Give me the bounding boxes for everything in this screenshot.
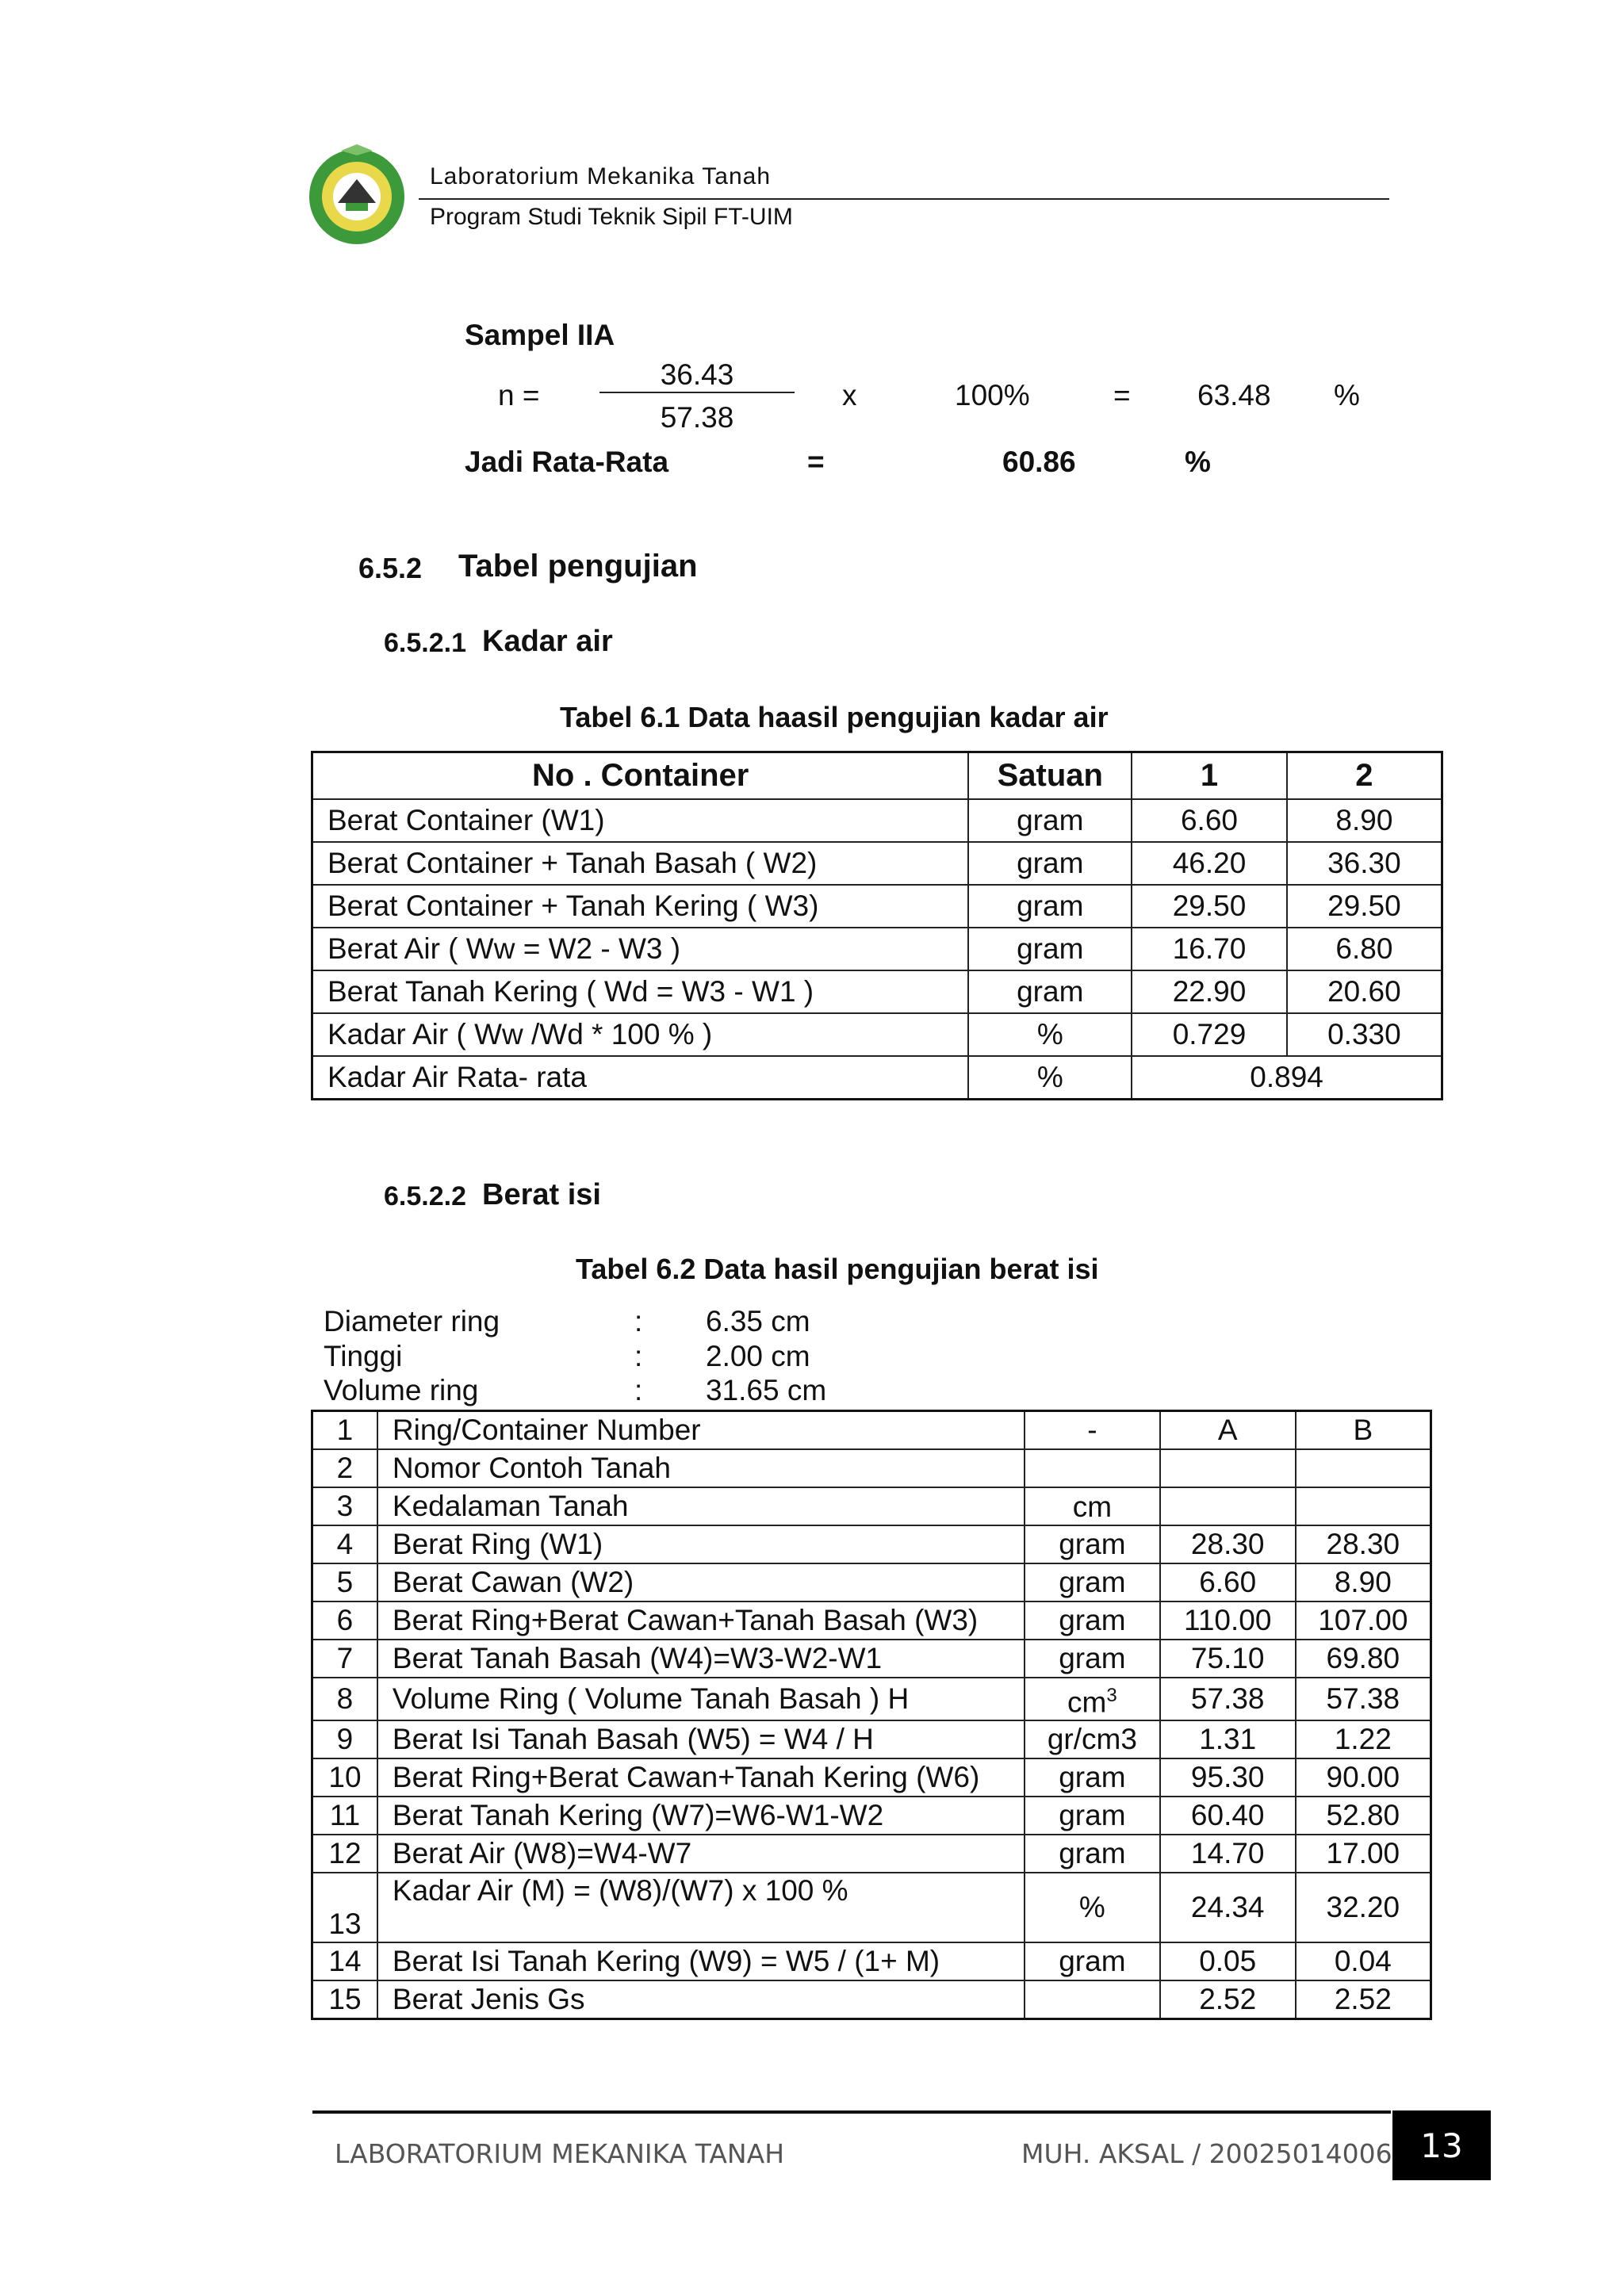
column-header: Satuan bbox=[968, 752, 1132, 800]
section-title-6522: Berat isi bbox=[482, 1178, 601, 1211]
row-unit: gram bbox=[968, 842, 1132, 885]
row-label: Nomor Contoh Tanah bbox=[377, 1449, 1025, 1487]
row-number: 5 bbox=[312, 1563, 377, 1601]
row-value-a: 24.34 bbox=[1160, 1873, 1296, 1942]
fraction-denominator: 57.38 bbox=[660, 401, 734, 434]
row-label: Volume Ring ( Volume Tanah Basah ) H bbox=[377, 1678, 1025, 1720]
row-number: 12 bbox=[312, 1835, 377, 1873]
table-row bbox=[312, 1487, 1431, 1525]
row-value-b: 8.90 bbox=[1296, 1563, 1431, 1601]
row-value-a: 60.40 bbox=[1160, 1797, 1296, 1835]
row-value-a bbox=[1160, 1449, 1296, 1487]
row-value-2: 20.60 bbox=[1287, 970, 1442, 1013]
row-value-b: 32.20 bbox=[1296, 1873, 1431, 1942]
row-value-a: 14.70 bbox=[1160, 1835, 1296, 1873]
row-value-b bbox=[1296, 1487, 1431, 1525]
section-number-6522: 6.5.2.2 bbox=[384, 1181, 466, 1211]
row-number: 3 bbox=[312, 1487, 377, 1525]
row-label: Kadar Air Rata- rata bbox=[312, 1056, 969, 1100]
row-unit: gram bbox=[968, 970, 1132, 1013]
unit-superscript: 3 bbox=[1106, 1685, 1117, 1706]
average-equals: = bbox=[807, 446, 825, 478]
row-value-b: 107.00 bbox=[1296, 1601, 1431, 1640]
row-label: Berat Air (W8)=W4-W7 bbox=[377, 1835, 1025, 1873]
row-unit: gram bbox=[1025, 1835, 1160, 1873]
row-unit bbox=[1025, 1980, 1160, 2019]
section-number-652: 6.5.2 bbox=[358, 552, 423, 584]
row-value-a: 1.31 bbox=[1160, 1720, 1296, 1758]
row-value-2: 29.50 bbox=[1287, 885, 1442, 928]
row-unit: % bbox=[1025, 1873, 1160, 1942]
info-label-height: Tinggi bbox=[324, 1340, 403, 1372]
row-unit: gram bbox=[1025, 1640, 1160, 1678]
row-unit: gram bbox=[968, 885, 1132, 928]
row-number: 1 bbox=[312, 1411, 377, 1450]
table-row bbox=[312, 1980, 1431, 2019]
row-value-b: 2.52 bbox=[1296, 1980, 1431, 2019]
info-label-volume: Volume ring bbox=[324, 1374, 479, 1406]
result-value: 63.48 bbox=[1197, 379, 1271, 411]
fraction-line bbox=[599, 392, 795, 393]
row-unit: gram bbox=[1025, 1525, 1160, 1563]
table-header-row bbox=[312, 752, 1442, 800]
row-value-2: 6.80 bbox=[1287, 928, 1442, 970]
row-value-2: 8.90 bbox=[1287, 799, 1442, 842]
footer-divider bbox=[312, 2110, 1391, 2114]
equals-sign: = bbox=[1113, 379, 1131, 411]
row-value-b: 28.30 bbox=[1296, 1525, 1431, 1563]
row-value-1: 0.729 bbox=[1132, 1013, 1287, 1056]
row-value-b: 90.00 bbox=[1296, 1758, 1431, 1797]
column-header: No . Container bbox=[312, 752, 969, 800]
info-sep: : bbox=[634, 1305, 643, 1337]
row-label: Berat Jenis Gs bbox=[377, 1980, 1025, 2019]
table-row bbox=[312, 970, 1442, 1013]
row-label: Kadar Air (M) = (W8)/(W7) x 100 % bbox=[377, 1873, 1025, 1942]
row-number: 15 bbox=[312, 1980, 377, 2019]
row-unit: gram bbox=[1025, 1601, 1160, 1640]
row-value-1: 29.50 bbox=[1132, 885, 1287, 928]
footer-lab-name: LABORATORIUM MEKANIKA TANAH bbox=[335, 2138, 785, 2169]
bulk-density-table bbox=[311, 1410, 1432, 2020]
column-header: 2 bbox=[1287, 752, 1442, 800]
fraction-numerator: 36.43 bbox=[660, 358, 734, 391]
footer-author: MUH. AKSAL / 20025014006 bbox=[1021, 2138, 1392, 2169]
row-value-1: 46.20 bbox=[1132, 842, 1287, 885]
row-unit: gram bbox=[1025, 1797, 1160, 1835]
table-row bbox=[312, 799, 1442, 842]
table-row bbox=[312, 928, 1442, 970]
row-value-b: 57.38 bbox=[1296, 1678, 1431, 1720]
row-value-1: 16.70 bbox=[1132, 928, 1287, 970]
row-value-b bbox=[1296, 1449, 1431, 1487]
table1-caption: Tabel 6.1 Data haasil pengujian kadar air bbox=[560, 701, 1109, 733]
n-label: n = bbox=[498, 379, 540, 411]
info-value-diameter: 6.35 cm bbox=[706, 1305, 810, 1337]
row-number: 13 bbox=[312, 1873, 377, 1942]
row-unit bbox=[1025, 1449, 1160, 1487]
row-number: 10 bbox=[312, 1758, 377, 1797]
unit-base: cm bbox=[1067, 1686, 1107, 1719]
row-label: Berat Tanah Basah (W4)=W3-W2-W1 bbox=[377, 1640, 1025, 1678]
water-content-table bbox=[311, 751, 1443, 1100]
percent-factor: 100% bbox=[955, 379, 1030, 411]
table-row-average bbox=[312, 1056, 1442, 1100]
table-row bbox=[312, 1013, 1442, 1056]
table-row bbox=[312, 1873, 1431, 1942]
row-value-b: 17.00 bbox=[1296, 1835, 1431, 1873]
average-label: Jadi Rata-Rata bbox=[465, 446, 669, 478]
row-label: Berat Container + Tanah Basah ( W2) bbox=[312, 842, 969, 885]
row-unit: gr/cm3 bbox=[1025, 1720, 1160, 1758]
row-label: Berat Container + Tanah Kering ( W3) bbox=[312, 885, 969, 928]
table2-caption: Tabel 6.2 Data hasil pengujian berat isi bbox=[576, 1253, 1099, 1285]
section-title-6521: Kadar air bbox=[482, 625, 613, 658]
section-title-652: Tabel pengujian bbox=[458, 549, 698, 584]
table-row bbox=[312, 1563, 1431, 1601]
row-unit: gram bbox=[968, 799, 1132, 842]
header-program: Program Studi Teknik Sipil FT-UIM bbox=[430, 204, 793, 230]
row-label: Berat Isi Tanah Kering (W9) = W5 / (1+ M) bbox=[377, 1942, 1025, 1980]
row-label: Berat Ring+Berat Cawan+Tanah Kering (W6) bbox=[377, 1758, 1025, 1797]
row-value-a bbox=[1160, 1487, 1296, 1525]
university-logo bbox=[306, 144, 408, 246]
row-value-2: 36.30 bbox=[1287, 842, 1442, 885]
row-value-b: 52.80 bbox=[1296, 1797, 1431, 1835]
row-value-a: 0.05 bbox=[1160, 1942, 1296, 1980]
average-unit: % bbox=[1185, 446, 1211, 478]
page-number: 13 bbox=[1392, 2110, 1491, 2180]
row-label: Berat Tanah Kering ( Wd = W3 - W1 ) bbox=[312, 970, 969, 1013]
row-label: Kedalaman Tanah bbox=[377, 1487, 1025, 1525]
row-number: 2 bbox=[312, 1449, 377, 1487]
column-header: 1 bbox=[1132, 752, 1287, 800]
row-value-a: 75.10 bbox=[1160, 1640, 1296, 1678]
row-number: 4 bbox=[312, 1525, 377, 1563]
row-average-value: 0.894 bbox=[1132, 1056, 1442, 1100]
table-row bbox=[312, 1525, 1431, 1563]
row-label: Berat Isi Tanah Basah (W5) = W4 / H bbox=[377, 1720, 1025, 1758]
row-value-a: 95.30 bbox=[1160, 1758, 1296, 1797]
row-label: Ring/Container Number bbox=[377, 1411, 1025, 1450]
row-unit: cm bbox=[1025, 1487, 1160, 1525]
row-value-a: 2.52 bbox=[1160, 1980, 1296, 2019]
row-label: Berat Container (W1) bbox=[312, 799, 969, 842]
row-label: Berat Tanah Kering (W7)=W6-W1-W2 bbox=[377, 1797, 1025, 1835]
table-row bbox=[312, 1797, 1431, 1835]
row-value-b: 69.80 bbox=[1296, 1640, 1431, 1678]
info-value-height: 2.00 cm bbox=[706, 1340, 810, 1372]
row-value-1: 6.60 bbox=[1132, 799, 1287, 842]
result-unit: % bbox=[1334, 379, 1360, 411]
section-number-6521: 6.5.2.1 bbox=[384, 628, 466, 658]
info-sep: : bbox=[634, 1340, 643, 1372]
header-lab-name: Laboratorium Mekanika Tanah bbox=[430, 163, 772, 189]
header-divider bbox=[419, 198, 1389, 200]
row-unit: gram bbox=[1025, 1563, 1160, 1601]
row-number: 8 bbox=[312, 1678, 377, 1720]
row-unit: gram bbox=[1025, 1942, 1160, 1980]
row-number: 9 bbox=[312, 1720, 377, 1758]
table-row bbox=[312, 1449, 1431, 1487]
row-number: 7 bbox=[312, 1640, 377, 1678]
table-row bbox=[312, 1720, 1431, 1758]
row-value-a: 6.60 bbox=[1160, 1563, 1296, 1601]
table-row bbox=[312, 842, 1442, 885]
row-label: Berat Cawan (W2) bbox=[377, 1563, 1025, 1601]
row-unit: - bbox=[1025, 1411, 1160, 1450]
table-row bbox=[312, 1411, 1431, 1450]
table-row bbox=[312, 1640, 1431, 1678]
table-row bbox=[312, 1601, 1431, 1640]
row-unit: gram bbox=[968, 928, 1132, 970]
table-row bbox=[312, 1758, 1431, 1797]
table-row bbox=[312, 1835, 1431, 1873]
row-unit: % bbox=[968, 1056, 1132, 1100]
info-value-volume: 31.65 cm bbox=[706, 1374, 827, 1406]
row-value-a: 57.38 bbox=[1160, 1678, 1296, 1720]
row-unit-cm3 bbox=[1025, 1678, 1160, 1720]
info-sep: : bbox=[634, 1374, 643, 1406]
table-row bbox=[312, 1678, 1431, 1720]
row-value-b: B bbox=[1296, 1411, 1431, 1450]
average-value: 60.86 bbox=[1002, 446, 1076, 478]
row-value-b: 0.04 bbox=[1296, 1942, 1431, 1980]
row-number: 11 bbox=[312, 1797, 377, 1835]
row-unit: % bbox=[968, 1013, 1132, 1056]
table-row bbox=[312, 885, 1442, 928]
sample-title: Sampel IIA bbox=[465, 319, 615, 351]
row-number: 14 bbox=[312, 1942, 377, 1980]
times-sign: x bbox=[842, 379, 857, 411]
row-value-2: 0.330 bbox=[1287, 1013, 1442, 1056]
row-value-a: 28.30 bbox=[1160, 1525, 1296, 1563]
row-label: Berat Ring (W1) bbox=[377, 1525, 1025, 1563]
row-value-b: 1.22 bbox=[1296, 1720, 1431, 1758]
row-label: Berat Ring+Berat Cawan+Tanah Basah (W3) bbox=[377, 1601, 1025, 1640]
row-unit: gram bbox=[1025, 1758, 1160, 1797]
row-label: Kadar Air ( Ww /Wd * 100 % ) bbox=[312, 1013, 969, 1056]
row-value-a: A bbox=[1160, 1411, 1296, 1450]
row-value-1: 22.90 bbox=[1132, 970, 1287, 1013]
table-row bbox=[312, 1942, 1431, 1980]
row-number: 6 bbox=[312, 1601, 377, 1640]
row-value-a: 110.00 bbox=[1160, 1601, 1296, 1640]
row-label: Berat Air ( Ww = W2 - W3 ) bbox=[312, 928, 969, 970]
info-label-diameter: Diameter ring bbox=[324, 1305, 500, 1337]
